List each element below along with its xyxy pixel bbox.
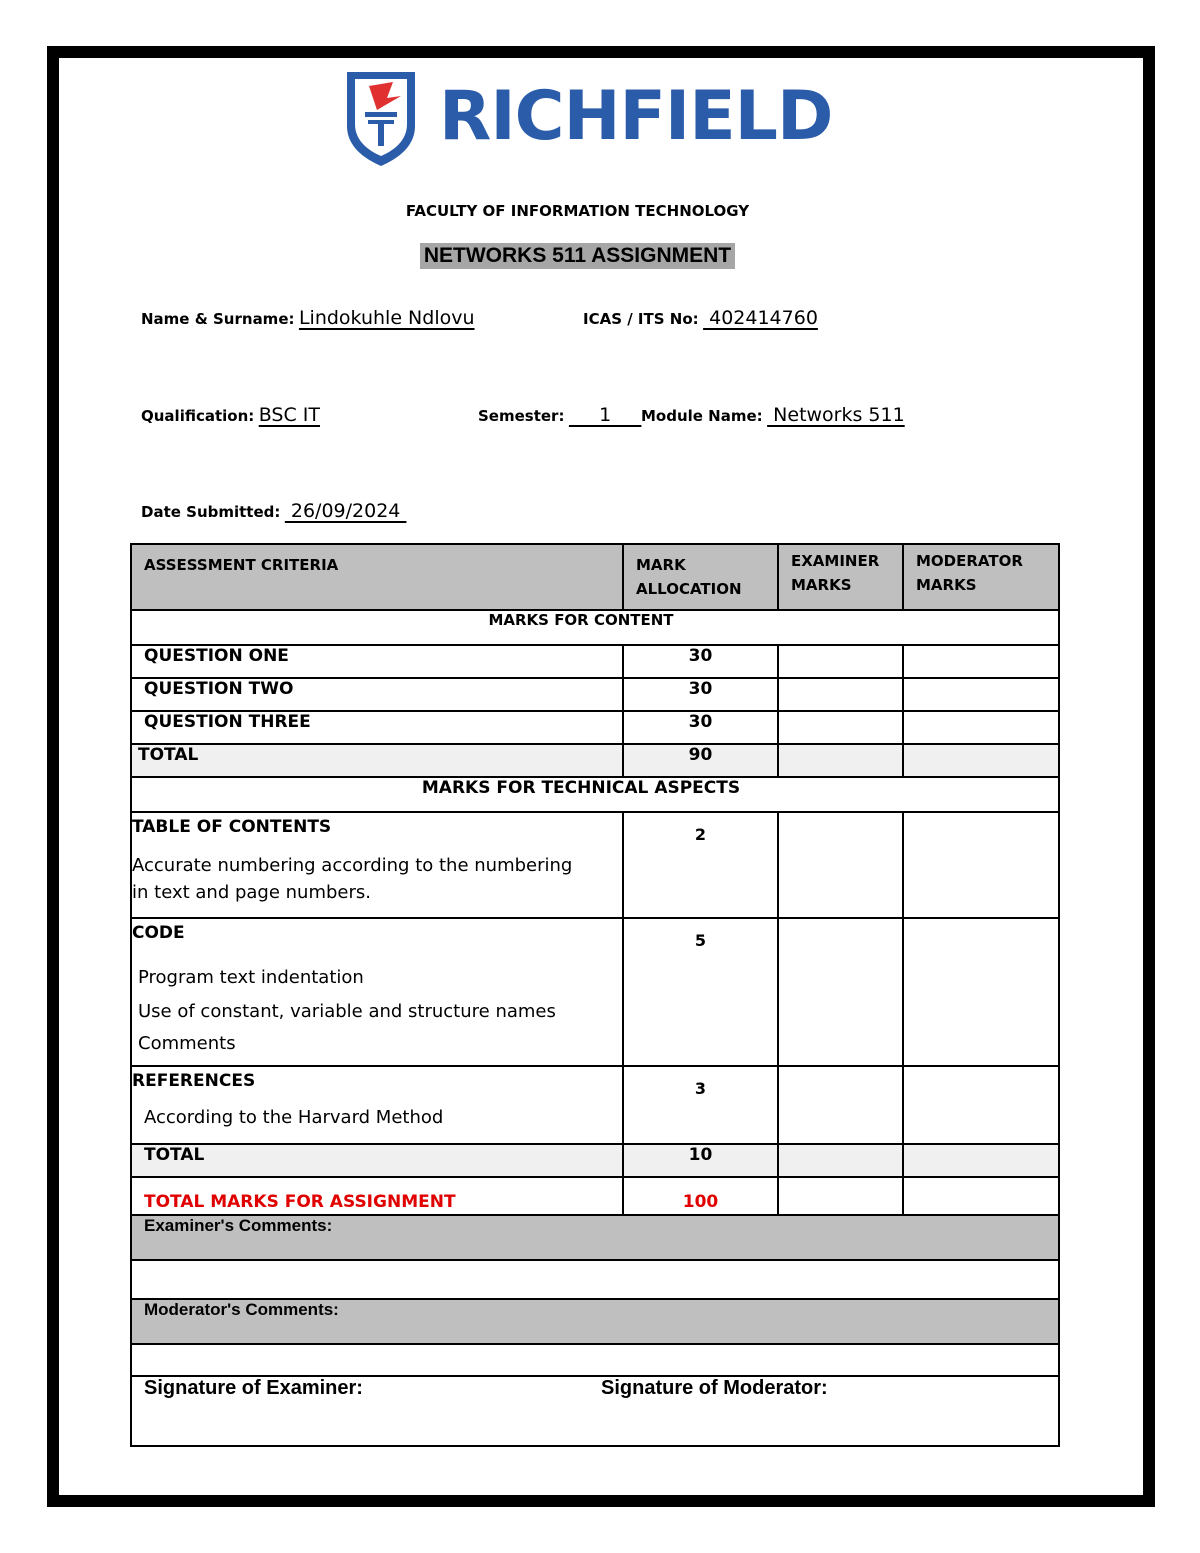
examiner-comments-field[interactable] [131,1260,1059,1299]
date-value: 26/09/2024 [284,500,407,522]
shield-icon [343,68,419,168]
date-label: Date Submitted: [141,503,281,521]
table-row [131,711,1059,744]
date-field [141,500,406,522]
assignment-title: NETWORKS 511 ASSIGNMENT [420,243,735,269]
semester-value: 1 [568,404,642,426]
icas-label: ICAS / ITS No: [583,310,699,328]
table-row [131,678,1059,711]
table-row [131,812,1059,918]
mark-question-two: 30 [623,678,778,711]
mark-question-three: 30 [623,711,778,744]
criteria-references: REFERENCES According to the Harvard Method [131,1066,623,1144]
mark-question-one: 30 [623,645,778,678]
examiner-mark-cell[interactable] [778,1144,903,1177]
criteria-technical-total: TOTAL [131,1144,623,1177]
section-title-content: MARKS FOR CONTENT [488,611,674,629]
module-value: Networks 511 [767,404,905,426]
content-total-row [131,744,1059,777]
grand-total-row [131,1177,1059,1215]
name-label: Name & Surname: [141,310,295,328]
examiner-mark-cell[interactable] [778,711,903,744]
moderator-mark-cell[interactable] [903,645,1059,678]
moderator-comments-header-row [131,1299,1059,1344]
moderator-mark-cell[interactable] [903,1177,1059,1215]
module-field [641,404,905,426]
technical-total-row [131,1144,1059,1177]
signature-cell[interactable] [131,1376,1059,1446]
header-moderator: MODERATOR [916,552,1023,570]
mark-references: 3 [623,1066,778,1144]
examiner-comments-row [131,1260,1059,1299]
name-value: Lindokuhle Ndlovu [298,307,475,329]
qualification-field [141,404,320,426]
icas-field [583,307,818,329]
table-header-row: ASSESSMENT CRITERIA MARK ALLOCATION EXAMINER MARKS MODERATOR MARKS [131,544,1059,610]
examiner-comments-label: Examiner's Comments: [131,1215,1059,1260]
assessment-table [130,543,1060,1447]
semester-field [478,404,641,426]
moderator-mark-cell[interactable] [903,711,1059,744]
table-row [131,1066,1059,1144]
signature-moderator-label: Signature of Moderator: [601,1377,828,1399]
mark-technical-total: 10 [623,1144,778,1177]
header-examiner: EXAMINER [791,552,880,570]
moderator-mark-cell[interactable] [903,1066,1059,1144]
section-row-technical [131,777,1059,812]
faculty-heading: FACULTY OF INFORMATION TECHNOLOGY [405,202,750,220]
criteria-content-total: TOTAL [131,744,623,777]
mark-code: 5 [623,918,778,1066]
criteria-question-three: QUESTION THREE [131,711,623,744]
semester-label: Semester: [478,407,565,425]
table-row [131,645,1059,678]
moderator-mark-cell[interactable] [903,678,1059,711]
moderator-mark-cell[interactable] [903,918,1059,1066]
section-row-content [131,610,1059,645]
moderator-comments-field[interactable] [131,1344,1059,1376]
name-field [141,307,475,329]
examiner-mark-cell[interactable] [778,1177,903,1215]
criteria-question-one: QUESTION ONE [131,645,623,678]
examiner-mark-cell[interactable] [778,1066,903,1144]
icas-value: 402414760 [703,307,818,329]
criteria-toc: TABLE OF CONTENTS Accurate numbering according to the numbering in text and page numbers. [131,812,623,918]
examiner-comments-header-row [131,1215,1059,1260]
qualification-label: Qualification: [141,407,255,425]
header-mark-allocation: MARK [636,556,686,574]
logo-wordmark: RICHFIELD [439,77,833,156]
examiner-mark-cell[interactable] [778,918,903,1066]
examiner-mark-cell[interactable] [778,678,903,711]
moderator-comments-label: Moderator's Comments: [131,1299,1059,1344]
criteria-question-two: QUESTION TWO [131,678,623,711]
examiner-mark-cell[interactable] [778,645,903,678]
mark-toc: 2 [623,812,778,918]
moderator-mark-cell[interactable] [903,744,1059,777]
criteria-code: CODE Program text indentation Use of constant, variable and structure names Comments [131,918,623,1066]
mark-grand-total: 100 [623,1177,778,1215]
moderator-mark-cell[interactable] [903,1144,1059,1177]
examiner-mark-cell[interactable] [778,744,903,777]
mark-content-total: 90 [623,744,778,777]
signature-row [131,1376,1059,1446]
criteria-grand-total: TOTAL MARKS FOR ASSIGNMENT [131,1177,623,1215]
table-row [131,918,1059,1066]
moderator-comments-row [131,1344,1059,1376]
section-title-technical: MARKS FOR TECHNICAL ASPECTS [421,778,741,798]
header-criteria: ASSESSMENT CRITERIA [144,556,339,574]
signature-examiner-label: Signature of Examiner: [144,1377,363,1399]
richfield-logo [343,66,833,170]
module-label: Module Name: [641,407,763,425]
examiner-mark-cell[interactable] [778,812,903,918]
moderator-mark-cell[interactable] [903,812,1059,918]
qualification-value: BSC IT [258,404,320,426]
